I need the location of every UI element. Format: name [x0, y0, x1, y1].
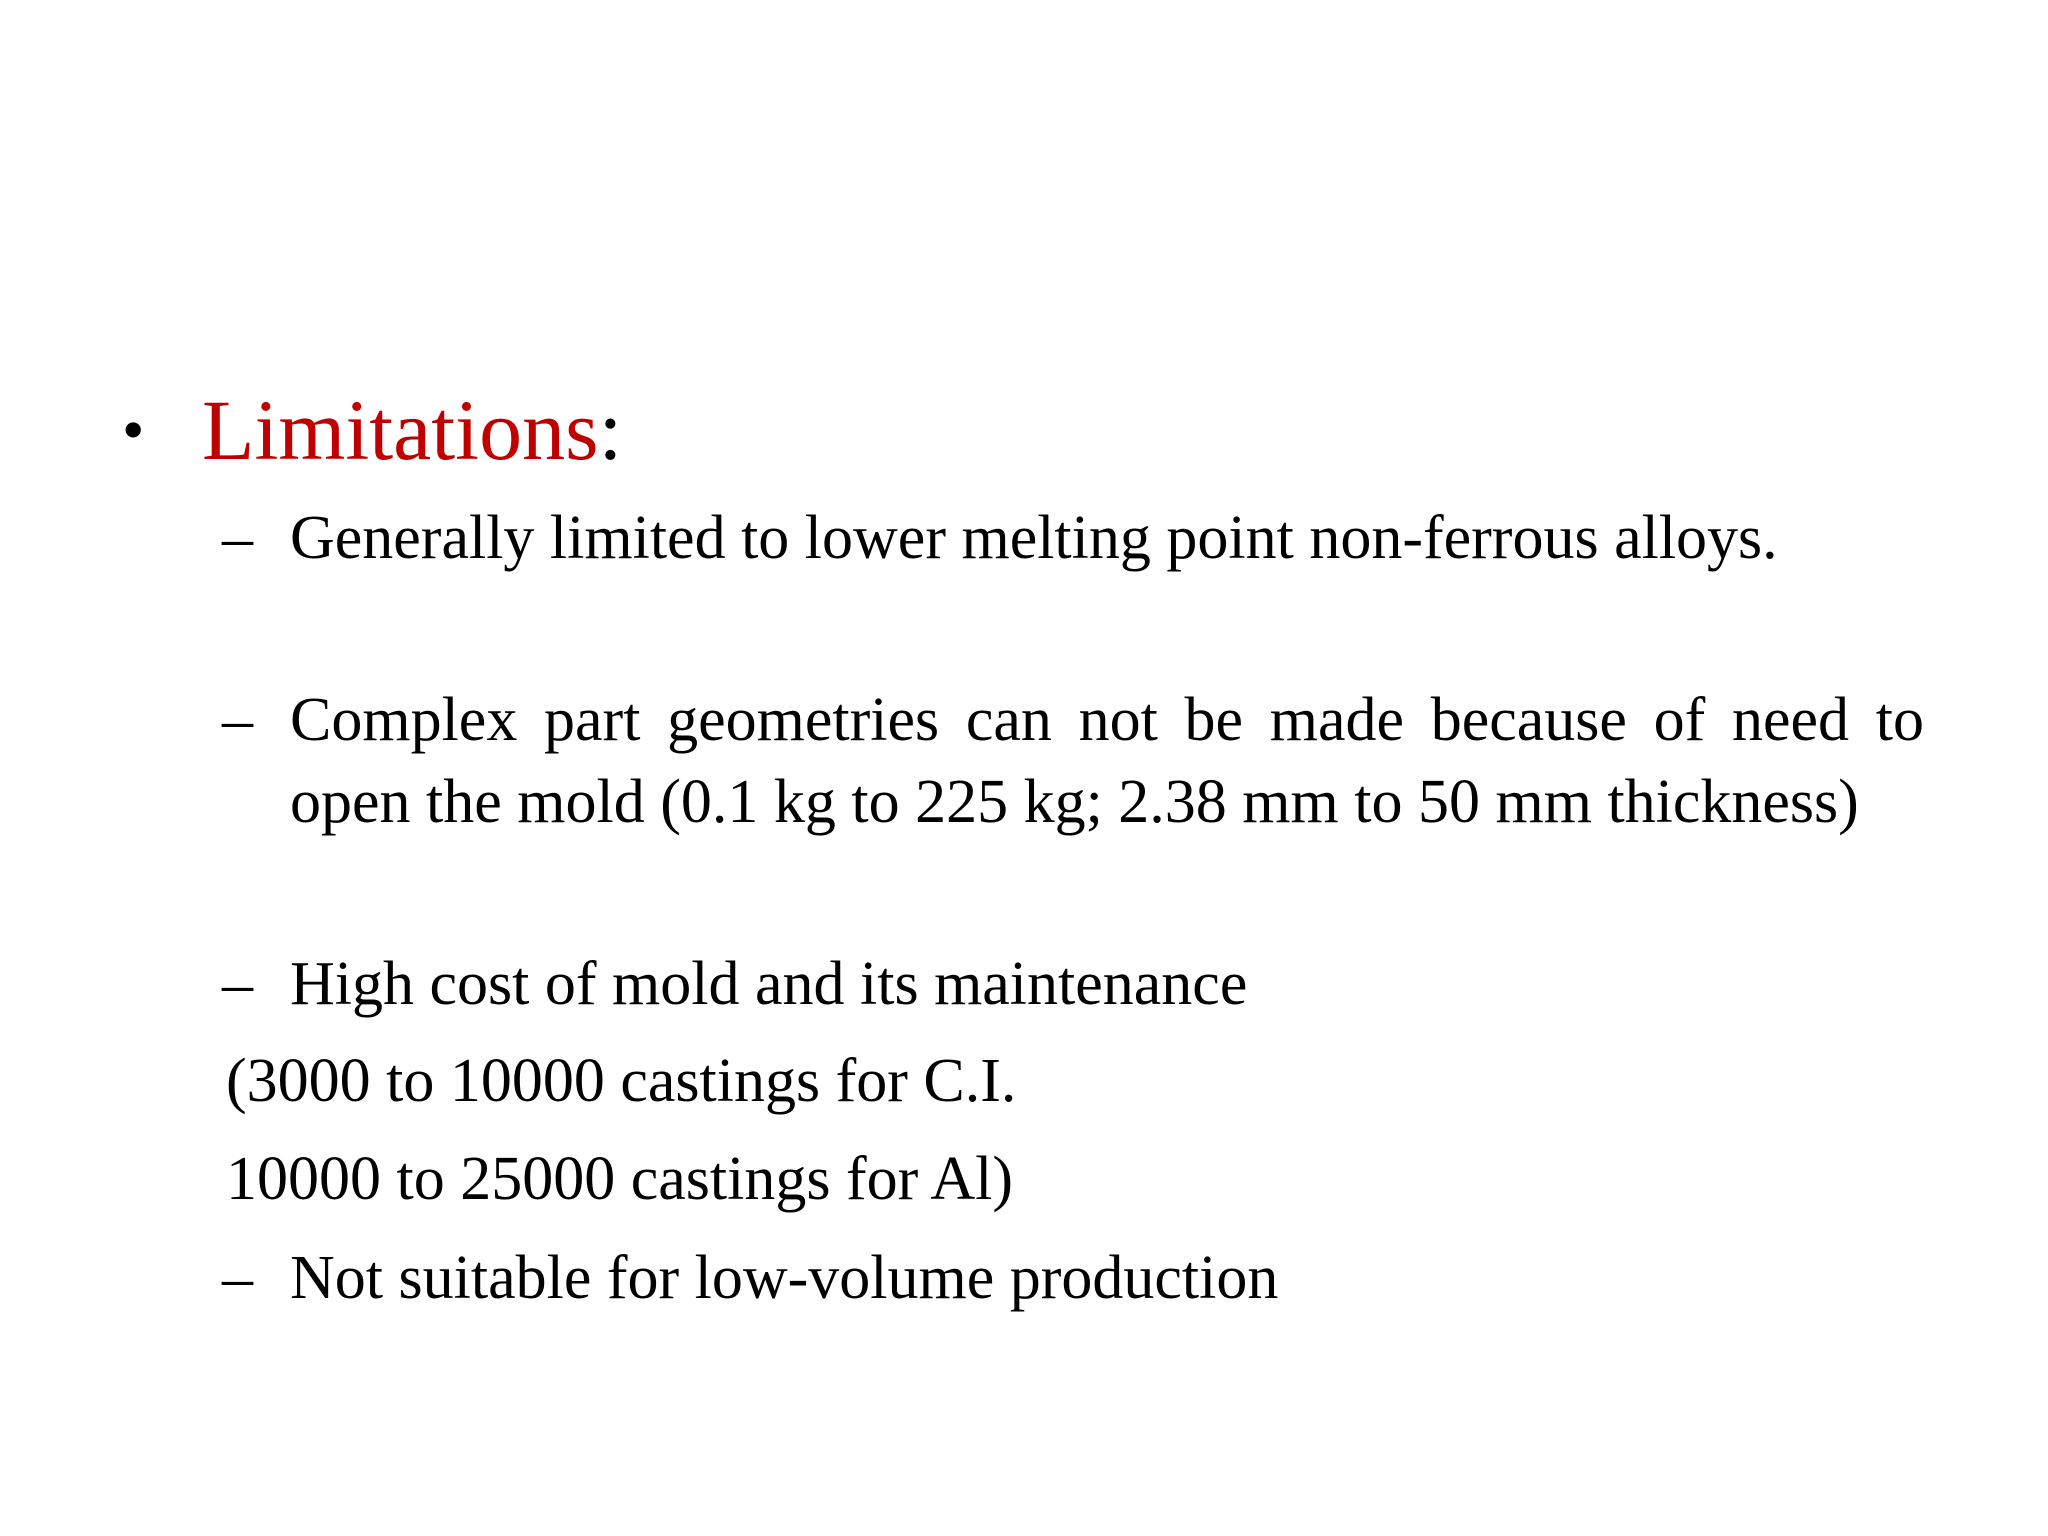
- list-item-text: High cost of mold and its maintenance: [290, 950, 1248, 1018]
- dash-icon: –: [222, 686, 253, 754]
- list-item: [222, 1237, 1924, 1319]
- dash-icon: –: [222, 1244, 253, 1312]
- heading-colon: :: [598, 382, 623, 478]
- list-item: [222, 497, 1924, 579]
- bullet-icon: •: [122, 394, 145, 465]
- list-item-text: Not suitable for low-volume production: [290, 1244, 1279, 1312]
- limitations-heading: [122, 380, 622, 480]
- note-line: (3000 to 10000 castings for C.I.: [226, 1047, 1017, 1115]
- list-item: [222, 679, 1924, 843]
- dash-icon: –: [222, 504, 253, 572]
- list-item-text: Generally limited to lower melting point non-ferrous alloys.: [290, 504, 1778, 572]
- note-line: 10000 to 25000 castings for Al): [226, 1145, 1013, 1213]
- dash-icon: –: [222, 950, 253, 1018]
- list-item: [222, 943, 1924, 1025]
- list-item-text: Complex part geometries can not be made because of need to open the mold (0.1 kg to 225 kg; 2.38 mm to 50 mm thickness): [290, 686, 1924, 836]
- heading-text: Limitations: [202, 382, 599, 478]
